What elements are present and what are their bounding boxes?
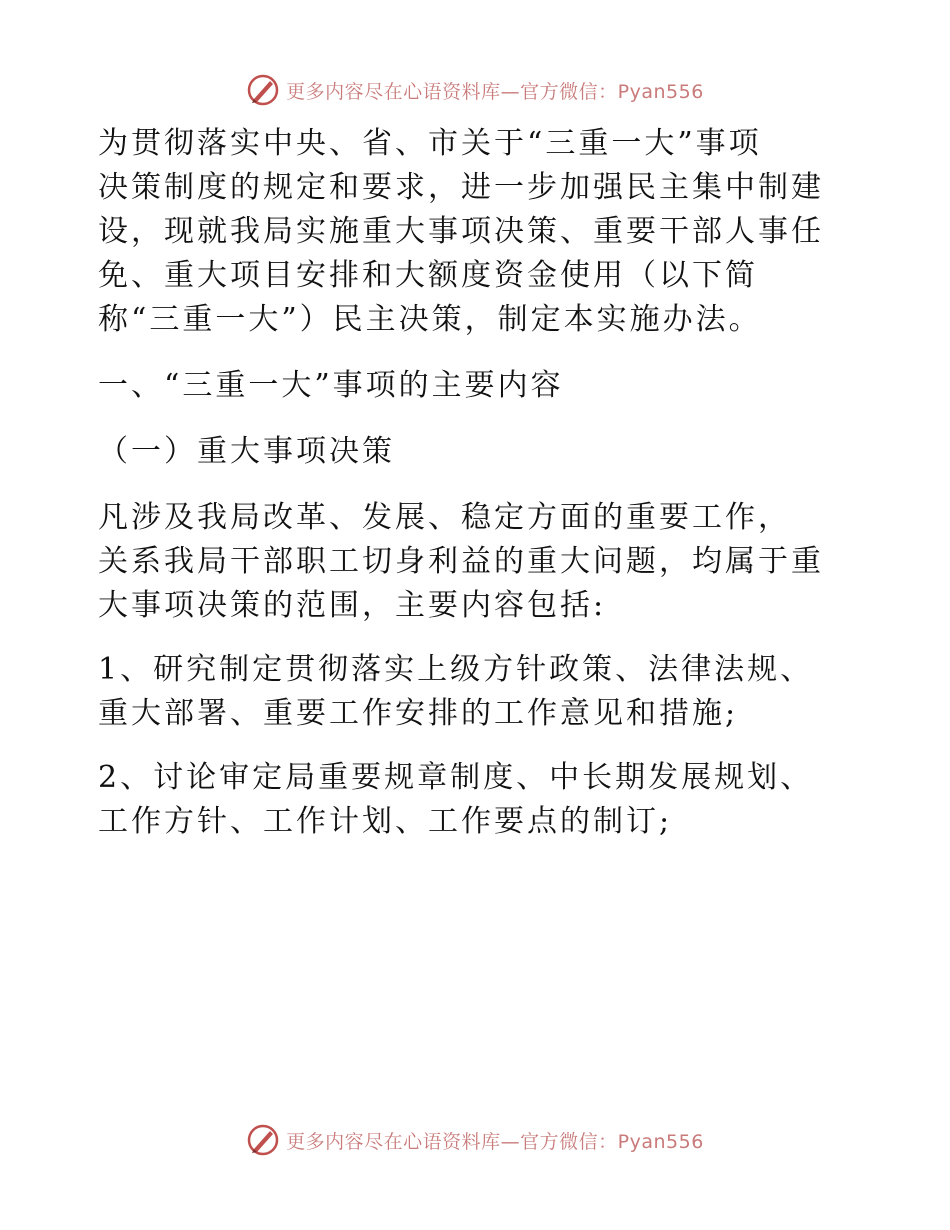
list-item-2: [98, 756, 858, 844]
text-line: （一）重大事项决策: [98, 434, 395, 469]
text-line: 关系我局干部职工切身利益的重大问题，均属于重: [98, 544, 824, 579]
pen-logo-icon: [246, 73, 280, 107]
watermark-text: 更多内容尽在心语资料库—官方微信：Pyan556: [286, 80, 704, 103]
intro-paragraph: [98, 122, 858, 342]
text-line: 为贯彻落实中央、省、市关于“三重一大”事项: [98, 126, 762, 161]
text-line: 大事项决策的范围，主要内容包括:: [98, 588, 607, 623]
text-line: 重大部署、重要工作安排的工作意见和措施;: [98, 696, 739, 731]
text-line: 2、讨论审定局重要规章制度、中长期发展规划、: [98, 760, 814, 795]
text-line: 1、研究制定贯彻落实上级方针政策、法律法规、: [98, 652, 814, 687]
list-item-1: [98, 648, 858, 736]
watermark-text: 更多内容尽在心语资料库—官方微信：Pyan556: [286, 1130, 704, 1153]
header-watermark: [0, 70, 950, 110]
text-line: 决策制度的规定和要求，进一步加强民主集中制建: [98, 170, 824, 205]
footer-watermark: [0, 1120, 950, 1160]
document-body: [98, 122, 858, 844]
text-line: 免、重大项目安排和大额度资金使用（以下简: [98, 258, 758, 293]
text-line: 称“三重一大”）民主决策，制定本实施办法。: [98, 302, 762, 337]
pen-logo-icon: [246, 1123, 280, 1157]
text-line: 工作方针、工作计划、工作要点的制订;: [98, 804, 673, 839]
section-heading: [98, 364, 858, 408]
text-line: 一、“三重一大”事项的主要内容: [98, 368, 564, 403]
subsection-heading: [98, 430, 858, 474]
text-line: 设，现就我局实施重大事项决策、重要干部人事任: [98, 214, 824, 249]
scope-paragraph: [98, 496, 858, 628]
text-line: 凡涉及我局改革、发展、稳定方面的重要工作，: [98, 500, 791, 535]
